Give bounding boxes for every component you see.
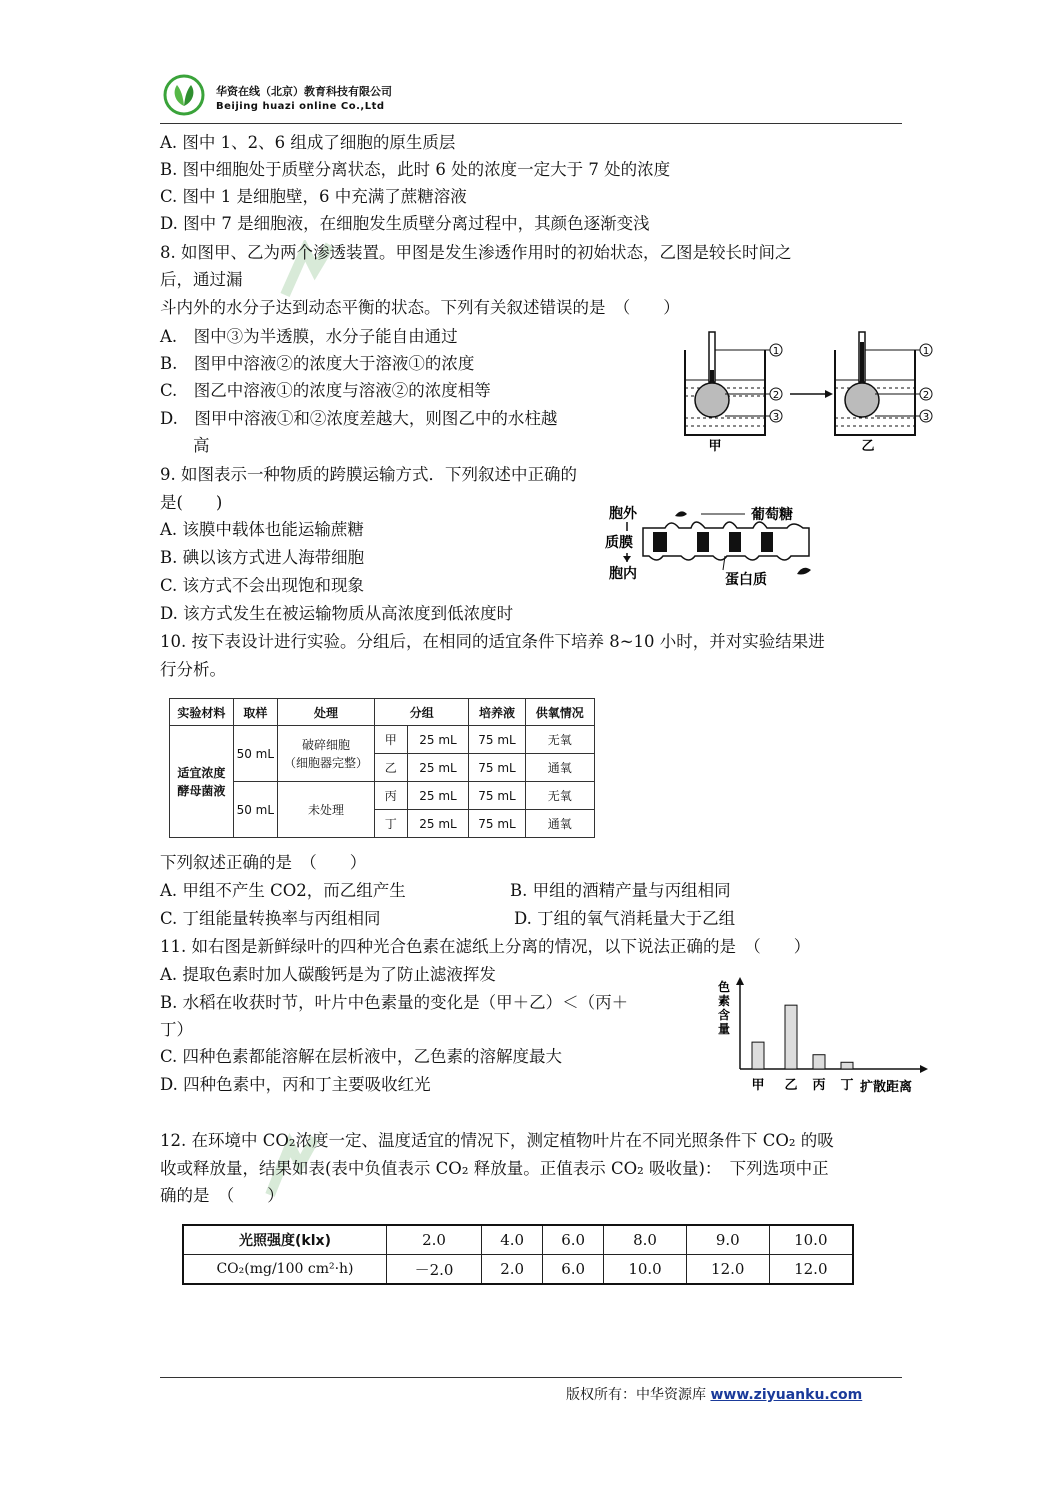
- q7-option-b: B. 图中细胞处于质壁分离状态，此时 6 处的浓度一定大于 7 处的浓度: [160, 160, 671, 179]
- y-label-char: 量: [717, 1022, 731, 1036]
- exp-material-line2: 酵母菌液: [177, 783, 226, 798]
- q12-stem-1: 12. 在环境中 CO₂浓度一定、温度适宜的情况下，测定植物叶片在不同光照条件下 CO₂ 的吸: [160, 1131, 834, 1150]
- exp-sample-1: 50 mL: [233, 726, 277, 782]
- x-tick-label: 丙: [812, 1078, 826, 1093]
- exp-medium: 75 mL: [469, 810, 525, 838]
- co2-value: 2.0: [482, 1255, 543, 1285]
- chart-xlabel: 扩散距离: [860, 1080, 913, 1095]
- chart-x-ticks: [751, 1078, 853, 1093]
- q8-stem-1: 8. 如图甲、乙为两个渗透装置。甲图是发生渗透作用时的初始状态，乙图是较长时间之: [160, 243, 792, 262]
- footer-rule: [160, 1377, 902, 1378]
- company-logo: [163, 74, 205, 116]
- q7-option-d: D. 图中 7 是细胞液，在细胞发生质壁分离过程中，其颜色逐渐变浅: [160, 214, 650, 233]
- q11-stem: 11. 如右图是新鲜绿叶的四种光合色素在滤纸上分离的情况，以下说法正确的是 （ ）: [160, 937, 811, 956]
- table-row: [170, 782, 595, 810]
- q10-question: 下列叙述正确的是 （ ）: [160, 853, 367, 872]
- x-tick-label: 甲: [751, 1078, 765, 1093]
- y-label-char: 含: [717, 1008, 731, 1022]
- experiment-table: [169, 698, 595, 838]
- q11-option-b-cont: 丁）: [160, 1020, 193, 1039]
- header-rule: [160, 123, 902, 124]
- experiment-header-row: [170, 699, 595, 726]
- osmosis-label-2a: 2: [772, 390, 780, 401]
- q12-stem-2: 收或释放量，结果如表(表中负值表示 CO₂ 释放量。正值表示 CO₂ 吸收量)： 下列选项中正: [160, 1159, 829, 1178]
- pigment-chart: [712, 975, 937, 1100]
- exp-medium: 75 mL: [469, 754, 525, 782]
- q8-option-d-cont: 高: [193, 436, 210, 455]
- q9-stem-1: 9. 如图表示一种物质的跨膜运输方式．下列叙述中正确的: [160, 465, 577, 484]
- footer-url-link[interactable]: www.ziyuanku.com: [710, 1387, 863, 1403]
- exp-header-treatment: 处理: [278, 699, 375, 726]
- chart-bars: [752, 1005, 853, 1069]
- x-tick-label: 乙: [784, 1078, 798, 1093]
- y-label-char: 素: [717, 994, 731, 1008]
- y-label-char: 色: [717, 980, 731, 994]
- q10-option-b: B. 甲组的酒精产量与丙组相同: [510, 881, 731, 900]
- x-axis-arrow: [920, 1065, 928, 1073]
- exp-material-cell: [170, 726, 234, 838]
- osmosis-label-1b: 1: [922, 346, 930, 357]
- exp-treatment-1-line1: 破碎细胞: [302, 737, 351, 752]
- co2-row2-label: CO₂(mg/100 cm²·h): [183, 1255, 387, 1285]
- q8-stem-3: 斗内外的水分子达到动态平衡的状态。下列有关叙述错误的是 （ ）: [160, 298, 680, 317]
- q11-option-b: B. 水稻在收获时节，叶片中色素量的变化是（甲＋乙）＜（丙＋: [160, 993, 629, 1012]
- exp-group-volume: 25 mL: [407, 726, 469, 754]
- exp-group-name: 甲: [375, 726, 408, 754]
- q8-option-d: D. 图甲中溶液①和②浓度差越大，则图乙中的水柱越: [160, 409, 558, 428]
- exp-group-volume: 25 mL: [407, 754, 469, 782]
- co2-value-row: [183, 1255, 853, 1285]
- exp-group-name: 丁: [375, 810, 408, 838]
- label-inside: 胞内: [609, 566, 637, 582]
- light-value: 6.0: [543, 1225, 604, 1255]
- exp-oxygen: 通氧: [525, 754, 595, 782]
- exp-oxygen: 无氧: [525, 726, 595, 754]
- membrane-figure: [605, 498, 845, 588]
- q8-option-b: B. 图甲中溶液②的浓度大于溶液①的浓度: [160, 354, 475, 373]
- q11-option-d: D. 四种色素中，丙和丁主要吸收红光: [160, 1075, 431, 1094]
- exp-oxygen: 无氧: [525, 782, 595, 810]
- co2-value: 12.0: [686, 1255, 769, 1285]
- exp-group-volume: 25 mL: [407, 810, 469, 838]
- light-value: 8.0: [604, 1225, 687, 1255]
- label-membrane: 质膜: [605, 535, 633, 551]
- q10-option-d: D. 丁组的氧气消耗量大于乙组: [514, 909, 736, 928]
- light-value: 2.0: [387, 1225, 482, 1255]
- q10-option-a: A. 甲组不产生 CO2，而乙组产生: [160, 881, 406, 900]
- q9-option-c: C. 该方式不会出现饱和现象: [160, 576, 365, 595]
- footer: [566, 1384, 862, 1404]
- exp-medium: 75 mL: [469, 782, 525, 810]
- q9-option-d: D. 该方式发生在被运输物质从高浓度到低浓度时: [160, 604, 514, 623]
- exp-treatment-1-line2: （细胞器完整）: [284, 755, 369, 770]
- exp-header-oxygen: 供氧情况: [525, 699, 595, 726]
- exp-treatment-2: 未处理: [278, 782, 375, 838]
- q9-stem-2: 是( ): [160, 493, 223, 512]
- chart-ylabel: [717, 979, 730, 1036]
- co2-table: [182, 1224, 854, 1285]
- osmosis-label-2b: 2: [922, 390, 930, 401]
- co2-value: 10.0: [604, 1255, 687, 1285]
- exp-header-medium: 培养液: [469, 699, 525, 726]
- q10-option-c: C. 丁组能量转换率与丙组相同: [160, 909, 381, 928]
- co2-value: －2.0: [387, 1255, 482, 1285]
- co2-value: 6.0: [543, 1255, 604, 1285]
- q9-option-a: A. 该膜中载体也能运输蔗糖: [160, 520, 364, 539]
- osmosis-figure: [675, 330, 945, 455]
- co2-value: 12.0: [769, 1255, 853, 1285]
- exp-sample-2: 50 mL: [233, 782, 277, 838]
- exp-group-volume: 25 mL: [407, 782, 469, 810]
- footer-copyright: 版权所有：中华资源库: [566, 1387, 706, 1403]
- co2-light-row: [183, 1225, 853, 1255]
- light-value: 10.0: [769, 1225, 853, 1255]
- exp-medium: 75 mL: [469, 726, 525, 754]
- exp-treatment-1: [278, 726, 375, 782]
- exp-group-name: 丙: [375, 782, 408, 810]
- exp-material-line1: 适宜浓度: [177, 765, 226, 780]
- osmosis-label-3b: 3: [922, 412, 930, 423]
- q9-option-b: B. 碘以该方式进人海带细胞: [160, 548, 365, 567]
- x-tick-label: 丁: [840, 1078, 854, 1093]
- company-name-cn: 华资在线（北京）教育科技有限公司: [216, 85, 392, 98]
- q7-option-a: A. 图中 1、2、6 组成了细胞的原生质层: [160, 133, 456, 152]
- q11-option-a: A. 提取色素时加人碳酸钙是为了防止滤液挥发: [160, 965, 496, 984]
- exp-header-material: 实验材料: [170, 699, 234, 726]
- osmosis-caption-right: 乙: [861, 439, 875, 454]
- label-outside: 胞外: [609, 506, 637, 522]
- company-name-en: Beijing huazi online Co.,Ltd: [216, 101, 385, 112]
- q10-stem-1: 10. 按下表设计进行实验。分组后，在相同的适宜条件下培养 8~10 小时，并对实验结果进: [160, 632, 825, 651]
- osmosis-label-1a: 1: [772, 346, 780, 357]
- bar-3: [813, 1055, 825, 1069]
- label-protein: 蛋白质: [725, 572, 767, 588]
- y-axis-arrow: [736, 977, 744, 985]
- osmosis-label-3a: 3: [772, 412, 780, 423]
- co2-row1-label: 光照强度(klx): [183, 1225, 387, 1255]
- exp-header-sample: 取样: [233, 699, 277, 726]
- bar-1: [752, 1042, 764, 1069]
- q7-option-c: C. 图中 1 是细胞壁，6 中充满了蔗糖溶液: [160, 187, 467, 206]
- q8-stem-2: 后，通过漏: [160, 270, 243, 289]
- q11-option-c: C. 四种色素都能溶解在层析液中，乙色素的溶解度最大: [160, 1047, 563, 1066]
- osmosis-caption-left: 甲: [708, 439, 722, 454]
- q8-option-c: C. 图乙中溶液①的浓度与溶液②的浓度相等: [160, 381, 491, 400]
- table-row: [170, 726, 595, 754]
- exp-oxygen: 通氧: [525, 810, 595, 838]
- label-glucose: 葡萄糖: [751, 507, 793, 523]
- bar-4: [841, 1062, 853, 1069]
- light-value: 9.0: [686, 1225, 769, 1255]
- q12-stem-3: 确的是 （ ）: [160, 1186, 284, 1205]
- bar-2: [785, 1005, 797, 1069]
- exp-group-name: 乙: [375, 754, 408, 782]
- exp-header-group: 分组: [375, 699, 469, 726]
- q8-option-a: A. 图中③为半透膜，水分子能自由通过: [160, 327, 458, 346]
- light-value: 4.0: [482, 1225, 543, 1255]
- q10-stem-2: 行分析。: [160, 660, 226, 679]
